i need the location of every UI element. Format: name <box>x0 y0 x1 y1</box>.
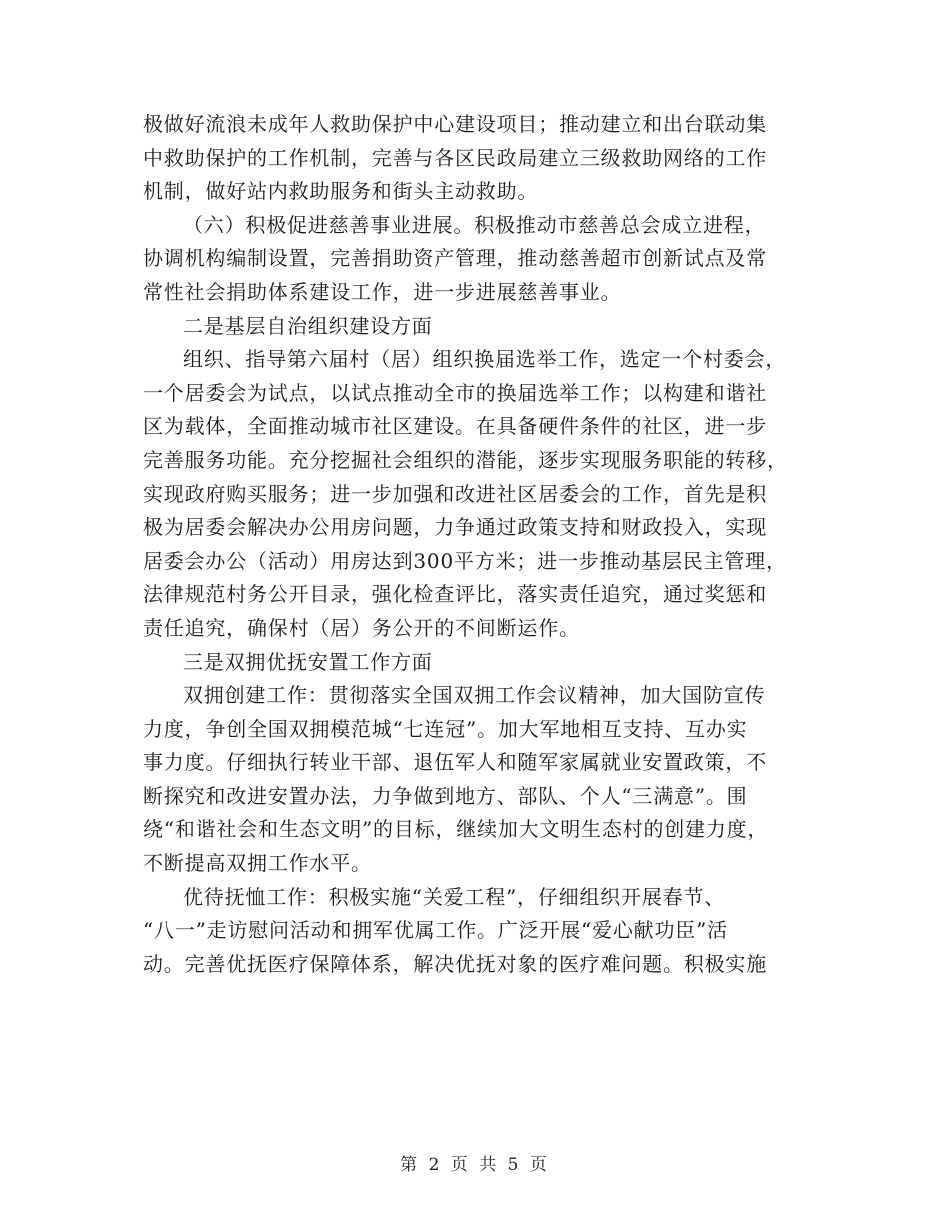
text-line: 组织、指导第六届村（居）组织换届选举工作，选定一个村委会， <box>183 347 787 372</box>
text-line: 区为载体，全面推动城市社区建设。在具备硬件条件的社区，进一步 <box>143 414 767 439</box>
text-line: 极做好流浪未成年人救助保护中心建设项目；推动建立和出台联动集 <box>143 112 767 136</box>
text-line: 协调机构编制设置，完善捐助资产管理，推动慈善超市创新试点及常 <box>143 246 767 271</box>
section-heading: 三是双拥优抚安置工作方面 <box>183 649 433 674</box>
text-line: 居委会办公（活动）用房达到300平方米；进一步推动基层民主管理， <box>143 548 787 573</box>
body-text <box>143 108 803 981</box>
text-line: 一个居委会为试点，以试点推动全市的换届选举工作；以构建和谐社 <box>143 380 767 405</box>
text-line: 力度，争创全国双拥模范城“七连冠”。加大军地相互支持、互办实 <box>143 716 748 741</box>
text-line: 优待抚恤工作：积极实施“关爱工程”，仔细组织开展春节、 <box>183 884 726 909</box>
text-line: 动。完善优抚医疗保障体系，解决优抚对象的医疗难问题。积极实施 <box>143 951 767 976</box>
text-line: 常性社会捐助体系建设工作，进一步进展慈善事业。 <box>143 279 622 304</box>
text-line: 极为居委会解决办公用房问题，力争通过政策支持和财政投入，实现 <box>143 515 767 540</box>
page-number-footer: 第 2 页 共 5 页 <box>400 1155 550 1175</box>
text-line: 绕“和谐社会和生态文明”的目标，继续加大文明生态村的创建力度， <box>143 817 769 842</box>
text-line: 机制，做好站内救助服务和街头主动救助。 <box>143 179 539 204</box>
text-line: 法律规范村务公开目录，强化检查评比，落实责任追究，通过奖惩和 <box>143 582 767 607</box>
text-line: 完善服务功能。充分挖掘社会组织的潜能，逐步实现服务职能的转移， <box>143 447 788 472</box>
text-line: “八一”走访慰问活动和拥军优属工作。广泛开展“爱心献功臣”活 <box>143 918 728 943</box>
section-heading: 二是基层自治组织建设方面 <box>183 313 433 338</box>
text-line: （六）积极促进慈善事业进展。积极推动市慈善总会成立进程， <box>183 212 766 237</box>
text-line: 责任追究，确保村（居）务公开的不间断运作。 <box>143 615 580 640</box>
text-line: 中救助保护的工作机制，完善与各区民政局建立三级救助网络的工作 <box>143 145 767 170</box>
text-line: 事力度。仔细执行转业干部、退伍军人和随军家属就业安置政策，不 <box>143 750 767 775</box>
text-line: 断探究和改进安置办法，力争做到地方、部队、个人“三满意”。围 <box>143 783 748 808</box>
text-line: 双拥创建工作：贯彻落实全国双拥工作会议精神，加大国防宣传 <box>183 683 766 708</box>
text-line: 实现政府购买服务；进一步加强和改进社区居委会的工作，首先是积 <box>143 481 767 506</box>
text-line: 不断提高双拥工作水平。 <box>143 851 372 876</box>
